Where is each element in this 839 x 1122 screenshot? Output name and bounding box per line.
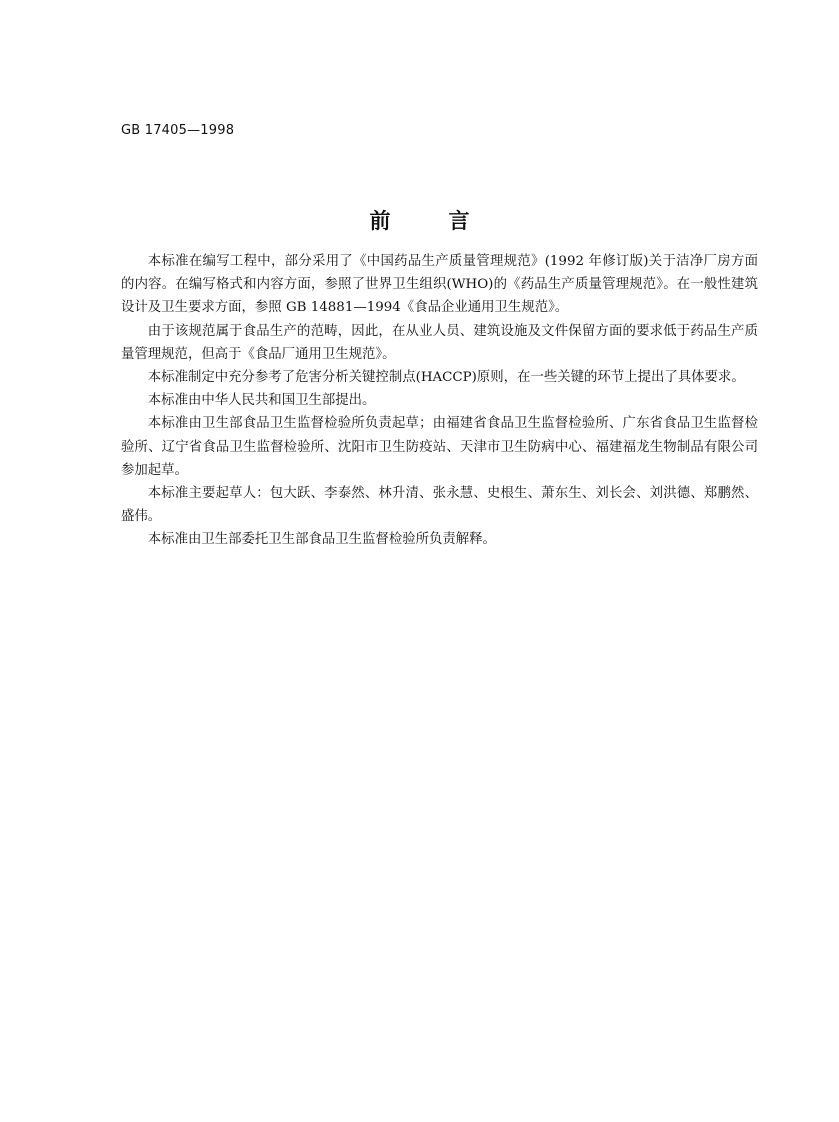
paragraph-5: 本标准由卫生部食品卫生监督检验所负责起草；由福建省食品卫生监督检验所、广东省食品卫生监督检验所、辽宁省食品卫生监督检验所、沈阳市卫生防疫站、天津市卫生防病中心、福建福龙生物制品有限公司参加起草。 [121, 416, 758, 478]
standard-code: GB 17405—1998 [121, 123, 235, 138]
paragraph-1: 本标准在编写工程中，部分采用了《中国药品生产质量管理规范》(1992 年修订版)关于洁净厂房方面的内容。在编写格式和内容方面，参照了世界卫生组织(WHO)的《药品生产质量管理规范》。在一般性建筑设计及卫生要求方面，参照 GB 14881—1994《食品企业通用卫生规范》。 [121, 254, 758, 316]
paragraph-3: 本标准制定中充分参考了危害分析关键控制点(HACCP)原则，在一些关键的环节上提出了具体要求。 [147, 370, 745, 386]
title-char-2: 言 [448, 209, 470, 233]
paragraph-4: 本标准由中华人民共和国卫生部提出。 [147, 393, 376, 409]
page-title [0, 205, 839, 235]
title-char-1: 前 [369, 209, 391, 233]
paragraph-6: 本标准主要起草人：包大跃、李泰然、林升清、张永慧、史根生、萧东生、刘长会、刘洪德、郑鹏然、盛伟。 [121, 486, 758, 525]
preface-body [121, 250, 758, 552]
paragraph-2: 由于该规范属于食品生产的范畴，因此，在从业人员、建筑设施及文件保留方面的要求低于药品生产质量管理规范，但高于《食品厂通用卫生规范》。 [121, 323, 758, 362]
paragraph-7: 本标准由卫生部委托卫生部食品卫生监督检验所负责解释。 [147, 532, 496, 548]
